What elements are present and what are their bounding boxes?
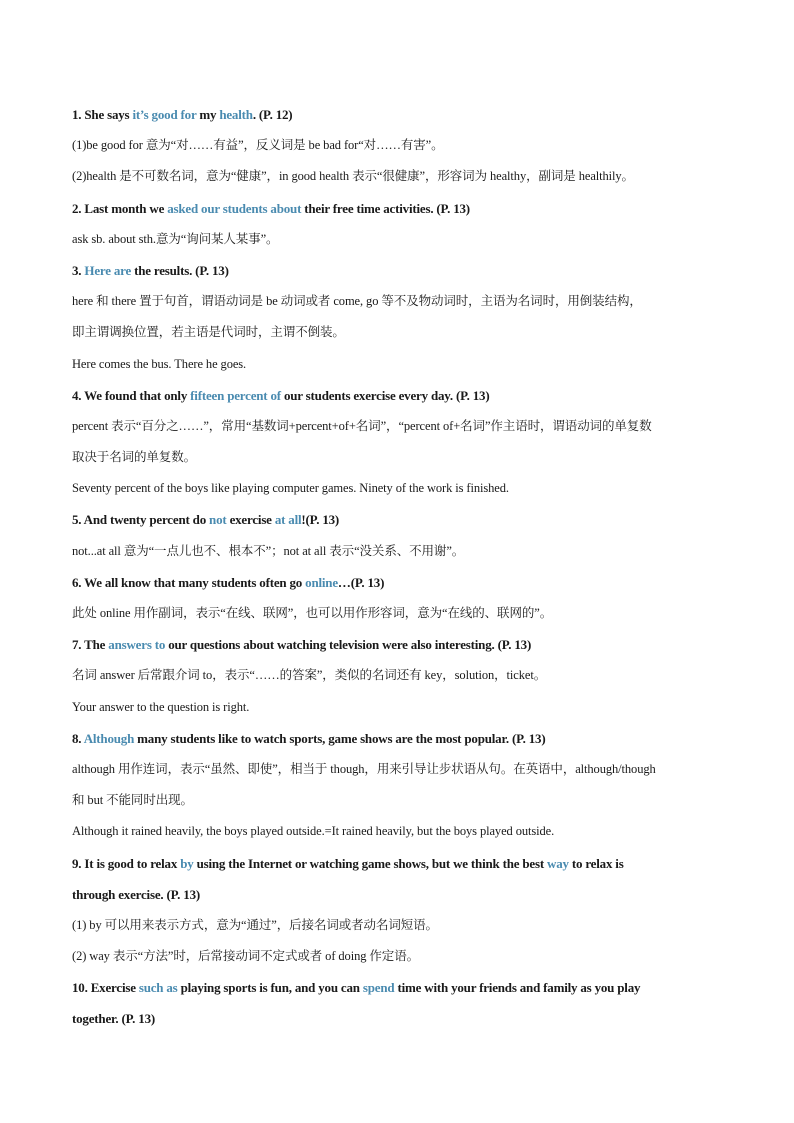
question-text: !(P. 13) bbox=[301, 512, 340, 528]
question-line-continued: together. (P. 13) bbox=[72, 1011, 156, 1027]
question-text: . (P. 12) bbox=[252, 107, 293, 122]
highlighted-phrase: at all bbox=[274, 512, 302, 528]
question-line bbox=[72, 99, 734, 130]
highlighted-phrase: such as bbox=[138, 980, 178, 996]
question-text: 8. bbox=[72, 730, 84, 746]
explanation-line: Here comes the bus. There he goes. bbox=[72, 356, 247, 371]
explanation-line: 名词 answer 后常跟介词 to，表示“……的答案”，类似的名词还有 key，solution，ticket。 bbox=[72, 668, 547, 683]
question-line bbox=[72, 629, 734, 660]
highlighted-phrase: online bbox=[305, 574, 338, 590]
highlighted-phrase: by bbox=[180, 855, 194, 871]
explanation-line: 和 but 不能同时出现。 bbox=[72, 793, 193, 808]
question-line-continued: through exercise. (P. 13) bbox=[72, 886, 200, 902]
question-text: 5. And twenty percent do bbox=[72, 512, 210, 528]
explanation-line: Although it rained heavily, the boys played outside.=It rained heavily, but the boys played outside. bbox=[72, 824, 555, 839]
explanation-line: not...at all 意为“一点儿也不、根本不”；not at all 表示“没关系、不用谢”。 bbox=[72, 543, 465, 558]
question-text: time with your friends and family as you play bbox=[394, 980, 641, 996]
explanation-line: although 用作连词，表示“虽然、即使”，相当于 though，用来引导让步状语从句。在英语中，although/though bbox=[72, 761, 656, 776]
explanation-line: (2) way 表示“方法”时，后常接动词不定式或者 of doing 作定语。 bbox=[72, 949, 420, 964]
question-text: 7. The bbox=[72, 637, 109, 653]
question-line bbox=[72, 567, 734, 598]
question-text: 3. bbox=[72, 262, 85, 278]
question-line bbox=[72, 255, 734, 286]
highlighted-phrase: asked our students about bbox=[167, 200, 302, 216]
notes-list bbox=[72, 99, 734, 1035]
highlighted-phrase: answers to bbox=[108, 637, 166, 653]
explanation-line: Seventy percent of the boys like playing computer games. Ninety of the work is finished. bbox=[72, 481, 509, 496]
highlighted-phrase: Although bbox=[83, 730, 135, 746]
highlighted-phrase: it’s good for bbox=[132, 107, 197, 122]
question-text: many students like to watch sports, game shows are the most popular. (P. 13) bbox=[134, 730, 546, 746]
explanation-line: 取决于名词的单复数。 bbox=[72, 450, 197, 465]
highlighted-phrase: Here are bbox=[84, 262, 132, 278]
question-text: my bbox=[196, 107, 220, 122]
explanation-line: ask sb. about sth.意为“询问某人某事”。 bbox=[72, 231, 279, 246]
question-text: their free time activities. (P. 13) bbox=[301, 200, 470, 216]
question-line bbox=[72, 848, 734, 879]
question-text: our questions about watching television were also interesting. (P. 13) bbox=[165, 637, 532, 653]
explanation-line: Your answer to the question is right. bbox=[72, 699, 250, 714]
highlighted-phrase: fifteen percent of bbox=[190, 387, 281, 403]
question-text: our students exercise every day. (P. 13) bbox=[280, 387, 490, 403]
explanation-line: (1) by 可以用来表示方式，意为“通过”，后接名词或者动名词短语。 bbox=[72, 917, 438, 932]
question-text: 1. She says bbox=[72, 107, 133, 122]
question-text: 6. We all know that many students often go bbox=[72, 574, 306, 590]
question-text: 10. Exercise bbox=[72, 980, 139, 996]
highlighted-phrase: not bbox=[209, 512, 227, 528]
explanation-line: 此处 online 用作副词，表示“在线、联网”，也可以用作形容词，意为“在线的、联网的”。 bbox=[72, 606, 553, 620]
question-line bbox=[72, 972, 734, 1003]
question-text: …(P. 13) bbox=[337, 574, 385, 590]
question-text: 2. Last month we bbox=[72, 200, 168, 216]
question-line bbox=[72, 723, 734, 754]
question-text: 4. We found that only bbox=[72, 387, 191, 403]
question-text: playing sports is fun, and you can bbox=[177, 980, 363, 996]
explanation-line: percent 表示“百分之……”，常用“基数词+percent+of+名词”，“percent of+名词”作主语时，谓语动词的单复数 bbox=[72, 418, 652, 433]
highlighted-phrase: spend bbox=[362, 980, 395, 996]
question-text: to relax is bbox=[568, 855, 624, 871]
question-text: exercise bbox=[226, 512, 275, 528]
question-text: the results. (P. 13) bbox=[131, 262, 229, 278]
question-line bbox=[72, 504, 734, 535]
question-text: using the Internet or watching game shows, but we think the best bbox=[193, 855, 548, 871]
highlighted-phrase: way bbox=[547, 855, 569, 871]
highlighted-phrase: health bbox=[219, 107, 253, 122]
explanation-line: (1)be good for 意为“对……有益”，反义词是 be bad for“对……有害”。 bbox=[72, 138, 444, 153]
explanation-line: 即主谓调换位置，若主语是代词时，主谓不倒装。 bbox=[72, 325, 345, 340]
question-line bbox=[72, 193, 734, 224]
question-line bbox=[72, 380, 734, 411]
explanation-line: here 和 there 置于句首，谓语动词是 be 动词或者 come, go 等不及物动词时，主语为名词时，用倒装结构， bbox=[72, 294, 642, 309]
explanation-line: (2)health 是不可数名词，意为“健康”，in good health 表示“很健康”，形容词为 healthy，副词是 healthily。 bbox=[72, 169, 634, 184]
question-text: 9. It is good to relax bbox=[72, 855, 181, 871]
